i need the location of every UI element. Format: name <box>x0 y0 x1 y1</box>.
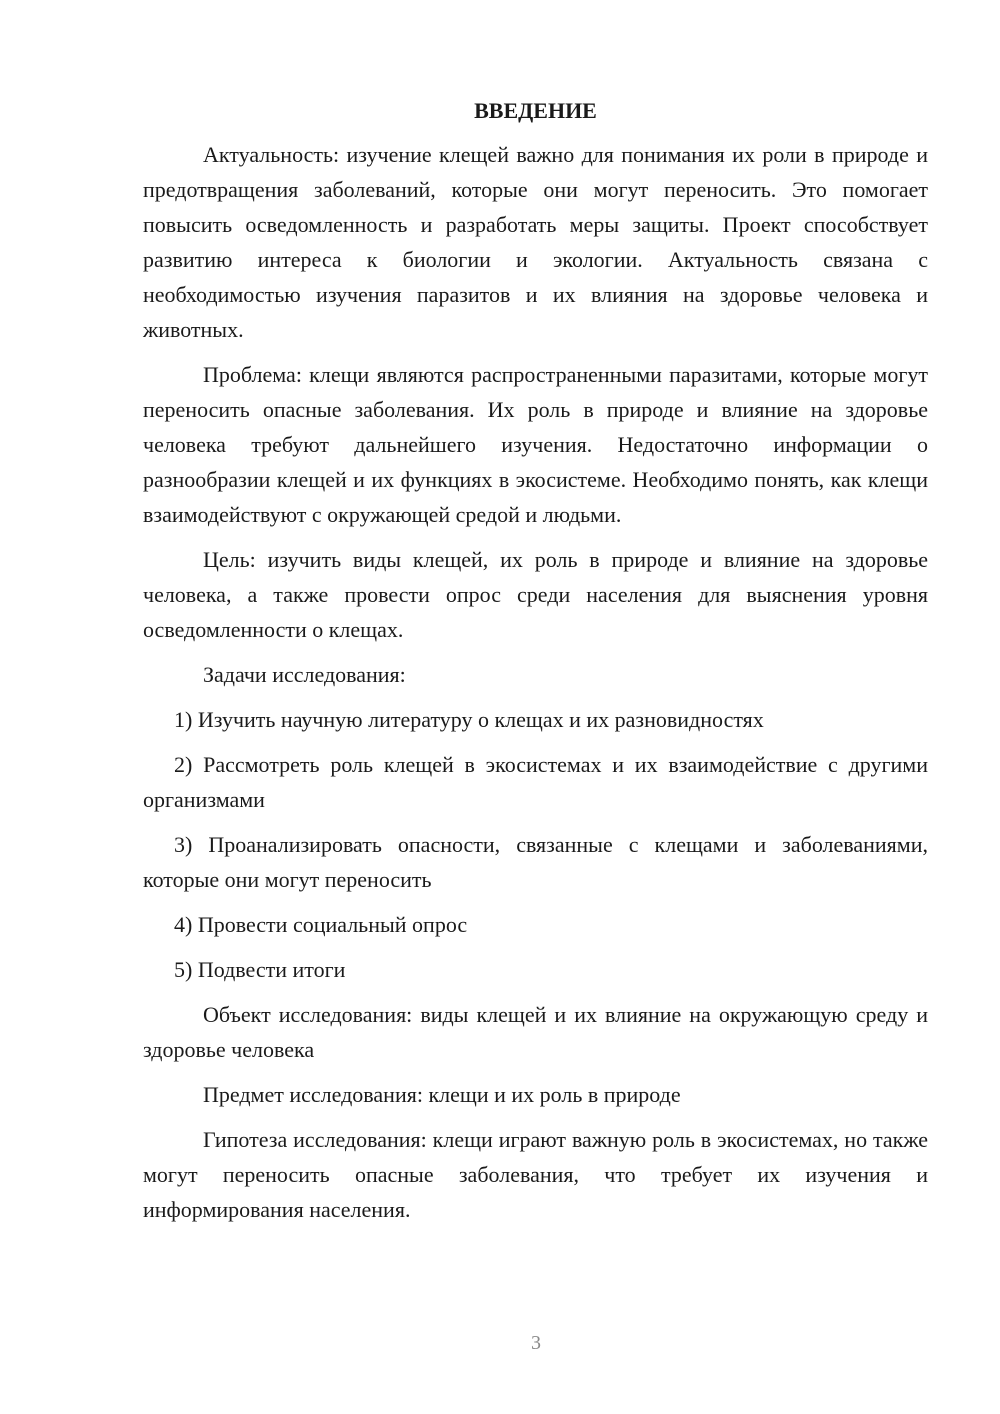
goal-paragraph: Цель: изучить виды клещей, их роль в природе и влияние на здоровье человека, а также провести опрос среди населения для выяснения уровня осведомленности о клещах. <box>143 547 928 642</box>
object-paragraph: Объект исследования: виды клещей и их влияние на окружающую среду и здоровье человека <box>143 1002 928 1062</box>
hypothesis-paragraph: Гипотеза исследования: клещи играют важную роль в экосистемах, но также могут переносить опасные заболевания, что требует их изучения и информирования населения. <box>143 1127 928 1222</box>
tasks-title: Задачи исследования: <box>203 662 406 687</box>
task-item-5: 5) Подвести итоги <box>174 957 346 982</box>
section-heading: ВВЕДЕНИЕ <box>474 98 597 123</box>
task-item-1: 1) Изучить научную литературу о клещах и их разновидностях <box>174 707 764 732</box>
problem-paragraph: Проблема: клещи являются распространенными паразитами, которые могут переносить опасные заболевания. Их роль в природе и влияние на здоровье человека требуют дальнейшего изучения. Недостаточно информации о разнообразии клещей и их функциях в экосистеме. Необходимо понять, как клещи взаимодействуют с окружающей средой и людьми. <box>143 362 928 527</box>
page-number: 3 <box>531 1332 541 1354</box>
task-item-4: 4) Провести социальный опрос <box>174 912 468 937</box>
task-item-2: 2) Рассмотреть роль клещей в экосистемах и их взаимодействие с другими организмами <box>143 752 928 812</box>
subject-paragraph: Предмет исследования: клещи и их роль в природе <box>203 1082 681 1107</box>
document-page <box>143 96 928 1237</box>
relevance-paragraph: Актуальность: изучение клещей важно для понимания их роли в природе и предотвращения заболеваний, которые они могут переносить. Это помогает повысить осведомленность и разработать меры защиты. Проект способствует развитию интереса к биологии и экологии. Актуальность связана с необходимостью изучения паразитов и их влияния на здоровье человека и животных. <box>143 142 928 342</box>
task-item-3: 3) Проанализировать опасности, связанные с клещами и заболеваниями, которые они могут переносить <box>143 832 928 892</box>
